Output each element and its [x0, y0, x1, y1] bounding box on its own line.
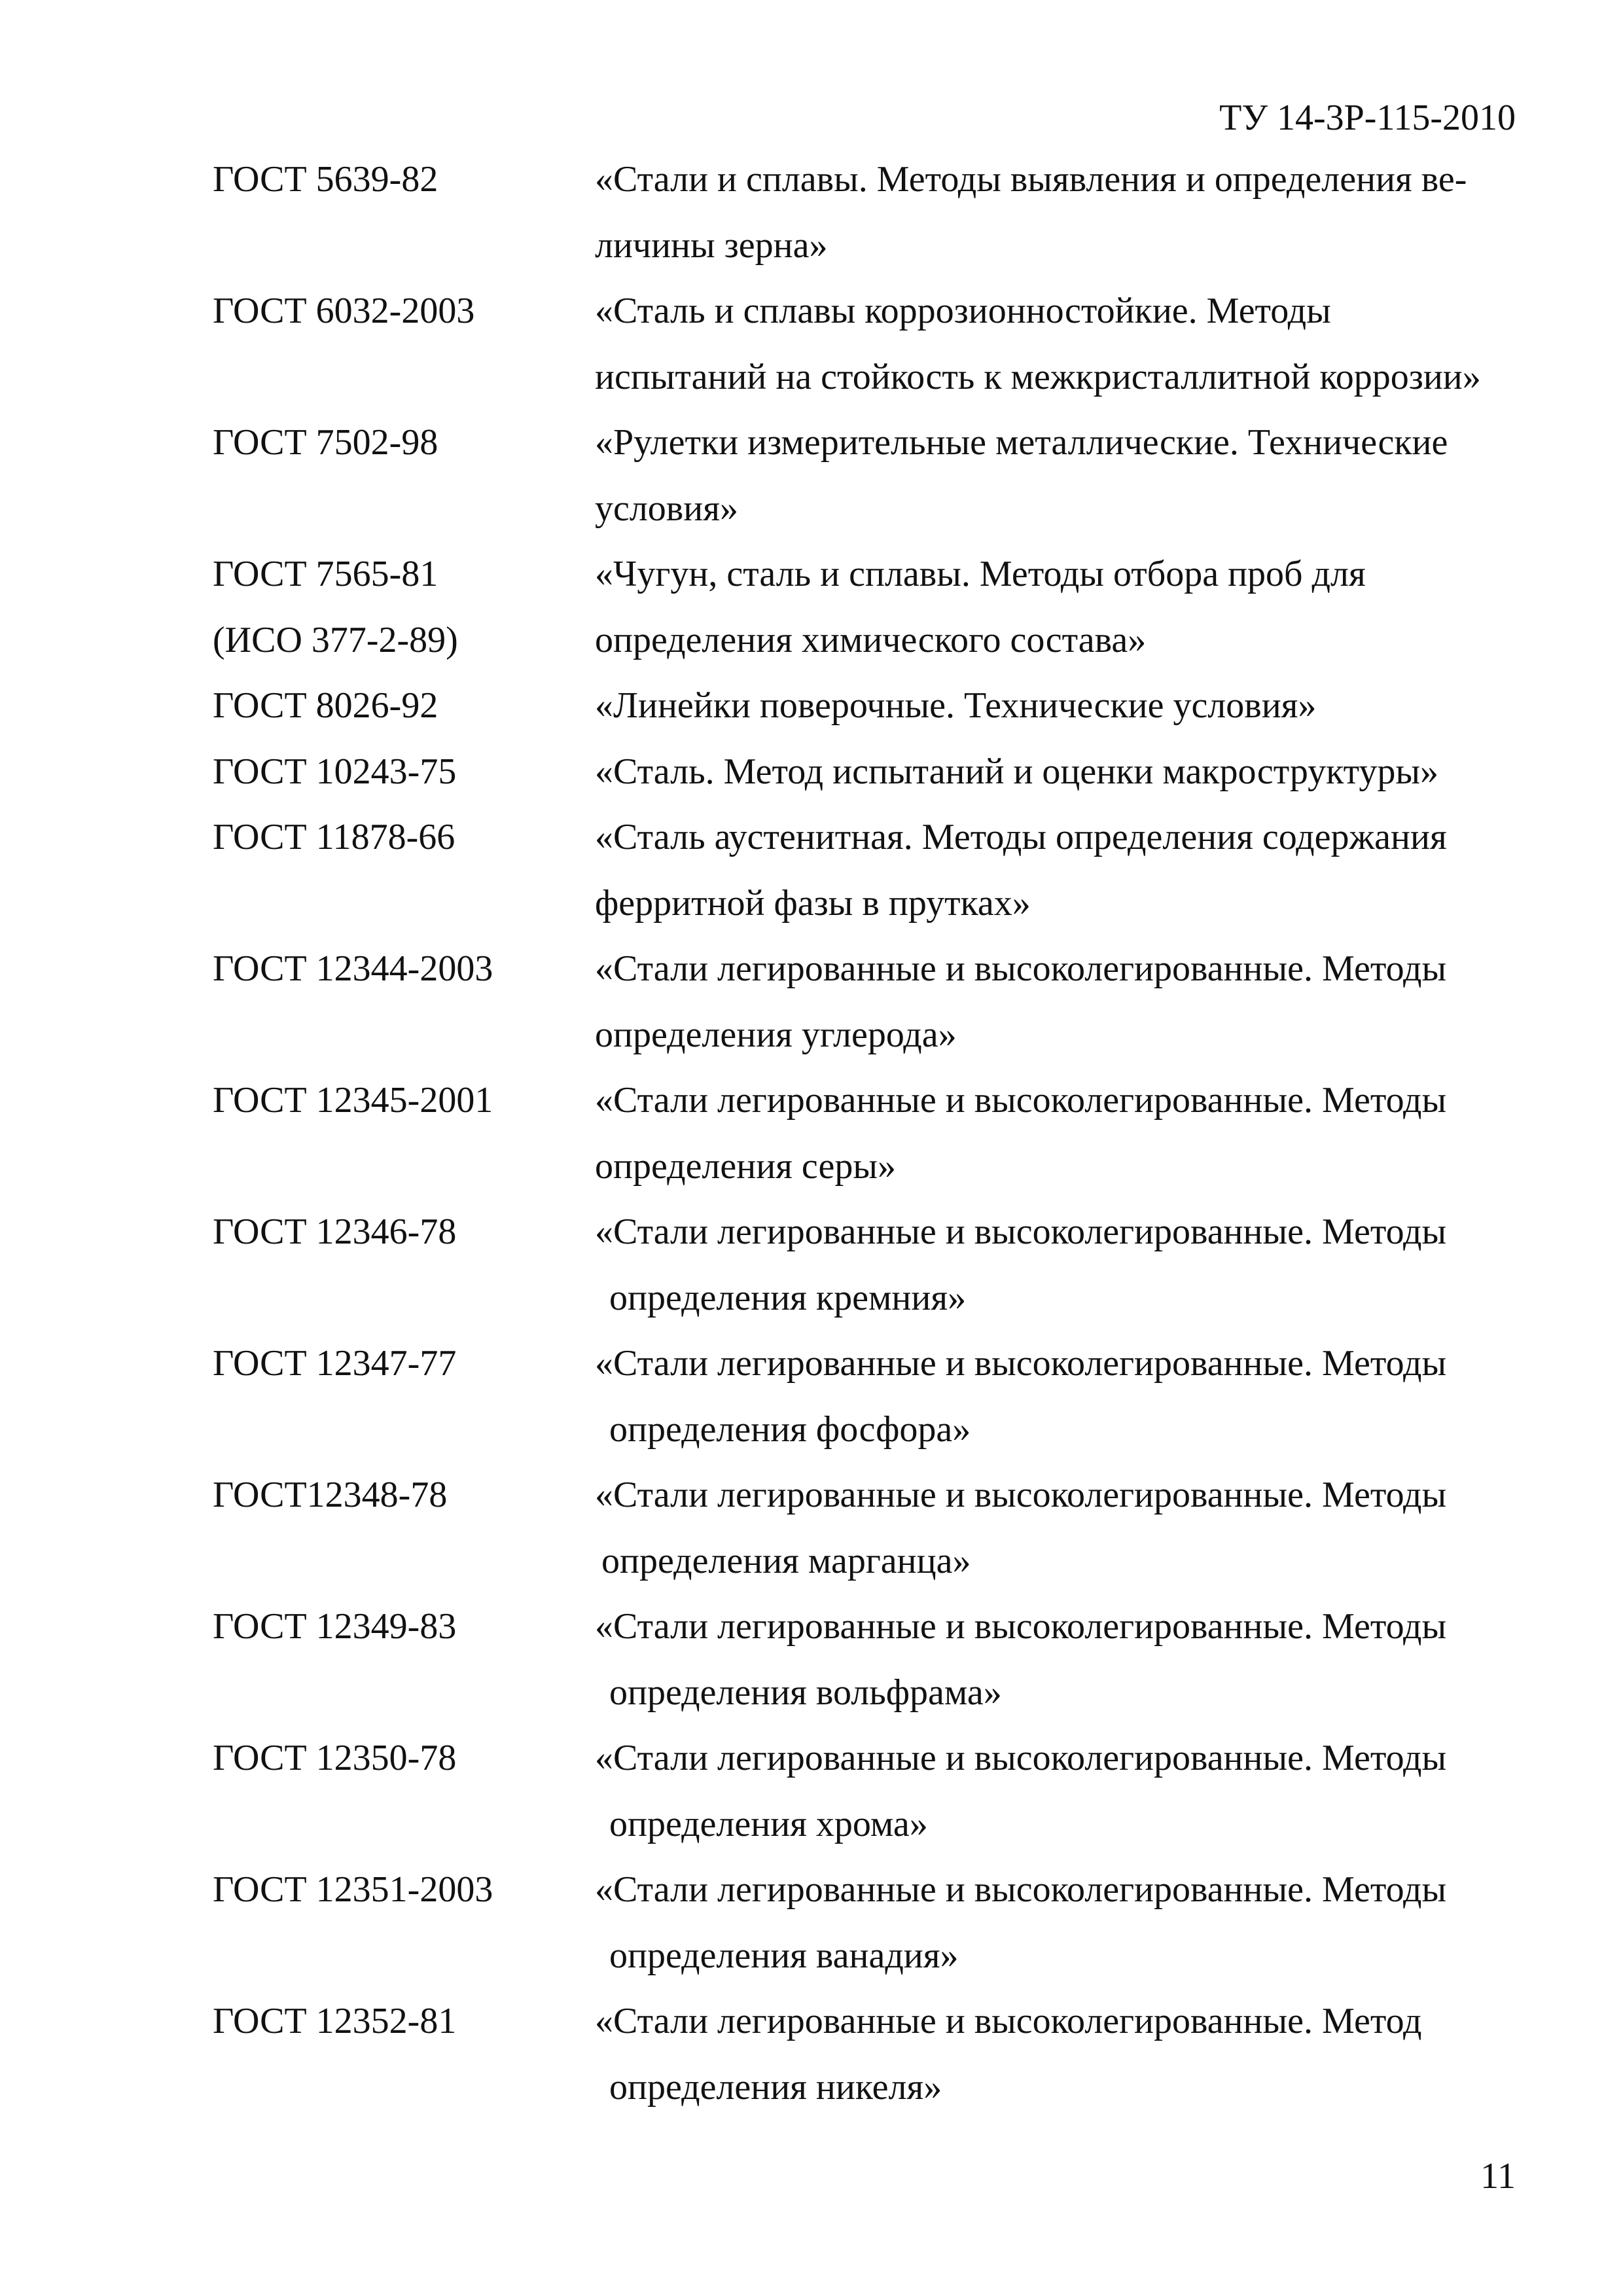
- standard-title: [595, 673, 1522, 739]
- standard-code: [213, 410, 595, 541]
- standard-code: [213, 673, 595, 739]
- standard-title: [595, 1594, 1522, 1725]
- standard-title-line: определения химического состава»: [595, 619, 1147, 660]
- reference-entry: [213, 1067, 1522, 1199]
- standard-code: [213, 1199, 595, 1331]
- standard-code: [213, 804, 595, 936]
- standard-title-line: определения марганца»: [601, 1540, 971, 1581]
- standard-code: [213, 1988, 595, 2120]
- standard-title-line: «Стали легированные и высоколегированные. Метод: [595, 2001, 1422, 2041]
- standard-title: [595, 936, 1522, 1067]
- standard-code-line: ГОСТ 12349-83: [213, 1606, 457, 1647]
- standard-title-line: личины зерна»: [595, 224, 828, 266]
- standard-title: [595, 739, 1522, 805]
- standard-code: [213, 936, 595, 1067]
- standard-title-line: определения фосфора»: [609, 1408, 971, 1450]
- standard-code: [213, 278, 595, 410]
- reference-entry: [213, 739, 1522, 805]
- standard-title-line: «Стали легированные и высоколегированные. Методы: [595, 1475, 1447, 1515]
- standard-code-line: ГОСТ 7502-98: [213, 422, 438, 463]
- standard-title-line: «Стали легированные и высоколегированные. Методы: [595, 1080, 1447, 1121]
- standard-code-line: ГОСТ 8026-92: [213, 685, 438, 726]
- standard-title-line: определения вольфрама»: [609, 1672, 1002, 1713]
- standard-code: [213, 541, 595, 673]
- standard-title-line: «Стали легированные и высоколегированные. Методы: [595, 1869, 1447, 1910]
- standard-title-line: «Сталь. Метод испытаний и оценки макроструктуры»: [595, 751, 1439, 792]
- standard-code-line: ГОСТ 10243-75: [213, 751, 457, 792]
- document-code-header: ТУ 14-3Р-115-2010: [1219, 98, 1516, 138]
- reference-entry: [213, 1594, 1522, 1725]
- standard-title-line: «Стали легированные и высоколегированные. Методы: [595, 1211, 1447, 1252]
- reference-entry: [213, 1331, 1522, 1462]
- standard-title: [595, 1857, 1522, 1988]
- reference-entry: [213, 1199, 1522, 1331]
- reference-entry: [213, 1988, 1522, 2120]
- standard-code-line: ГОСТ12348-78: [213, 1475, 448, 1515]
- standard-title-line: «Рулетки измерительные металлические. Технические: [595, 422, 1448, 463]
- standard-title-line: определения кремния»: [609, 1277, 967, 1318]
- standard-title-line: определения никеля»: [609, 2066, 942, 2108]
- standard-title: [595, 1988, 1522, 2120]
- reference-entry: [213, 1725, 1522, 1857]
- standard-title: [595, 1331, 1522, 1462]
- standard-title: [595, 147, 1522, 278]
- standard-code-line: ГОСТ 11878-66: [213, 817, 455, 857]
- standard-code-line: ГОСТ 7565-81: [213, 554, 438, 594]
- standard-title-line: «Стали и сплавы. Методы выявления и определения ве-: [595, 159, 1467, 200]
- standard-title: [595, 1199, 1522, 1331]
- standard-title: [595, 1462, 1522, 1594]
- standard-code-line: ГОСТ 12351-2003: [213, 1869, 493, 1910]
- reference-entry: [213, 804, 1522, 936]
- standard-title-line: определения серы»: [595, 1145, 896, 1187]
- reference-entry: [213, 147, 1522, 278]
- reference-entry: [213, 673, 1522, 739]
- standard-title: [595, 1725, 1522, 1857]
- standard-title-line: «Стали легированные и высоколегированные. Методы: [595, 1738, 1447, 1778]
- standard-code: [213, 1067, 595, 1199]
- reference-entry: [213, 410, 1522, 541]
- standard-title-line: «Линейки поверочные. Технические условия»: [595, 685, 1317, 726]
- standard-code-line: ГОСТ 12350-78: [213, 1738, 457, 1778]
- standard-code-line: (ИСО 377-2-89): [213, 619, 458, 660]
- standard-title-line: определения ванадия»: [609, 1935, 959, 1976]
- reference-entry: [213, 936, 1522, 1067]
- normative-references-list: [213, 147, 1522, 2120]
- standard-title-line: «Сталь аустенитная. Методы определения содержания: [595, 817, 1447, 857]
- standard-title-line: испытаний на стойкость к межкристаллитной коррозии»: [595, 356, 1481, 397]
- standard-title-line: «Стали легированные и высоколегированные. Методы: [595, 1343, 1447, 1384]
- standard-code-line: ГОСТ 12352-81: [213, 2001, 457, 2041]
- standard-code: [213, 739, 595, 805]
- reference-entry: [213, 278, 1522, 410]
- reference-entry: [213, 1462, 1522, 1594]
- standard-code: [213, 1725, 595, 1857]
- standard-title-line: «Чугун, сталь и сплавы. Методы отбора проб для: [595, 554, 1366, 594]
- standard-code: [213, 1857, 595, 1988]
- standard-code: [213, 147, 595, 278]
- standard-title-line: «Стали легированные и высоколегированные. Методы: [595, 1606, 1447, 1647]
- standard-title-line: «Стали легированные и высоколегированные. Методы: [595, 948, 1447, 989]
- standard-code-line: ГОСТ 6032-2003: [213, 291, 475, 331]
- standard-title: [595, 1067, 1522, 1199]
- standard-title-line: определения углерода»: [595, 1014, 957, 1055]
- standard-title-line: ферритной фазы в прутках»: [595, 882, 1031, 924]
- standard-title: [595, 410, 1522, 541]
- standard-title: [595, 278, 1522, 410]
- standard-code-line: ГОСТ 12347-77: [213, 1343, 457, 1384]
- standard-code-line: ГОСТ 12345-2001: [213, 1080, 493, 1121]
- standard-title-line: условия»: [595, 488, 738, 529]
- standard-title: [595, 541, 1522, 673]
- standard-code: [213, 1462, 595, 1594]
- reference-entry: [213, 1857, 1522, 1988]
- page-number: 11: [1480, 2156, 1516, 2197]
- standard-code-line: ГОСТ 5639-82: [213, 159, 438, 200]
- standard-title: [595, 804, 1522, 936]
- standard-code: [213, 1594, 595, 1725]
- standard-title-line: «Сталь и сплавы коррозионностойкие. Методы: [595, 291, 1331, 331]
- standard-title-line: определения хрома»: [609, 1803, 928, 1844]
- standard-code: [213, 1331, 595, 1462]
- standard-code-line: ГОСТ 12346-78: [213, 1211, 457, 1252]
- standard-code-line: ГОСТ 12344-2003: [213, 948, 493, 989]
- reference-entry: [213, 541, 1522, 673]
